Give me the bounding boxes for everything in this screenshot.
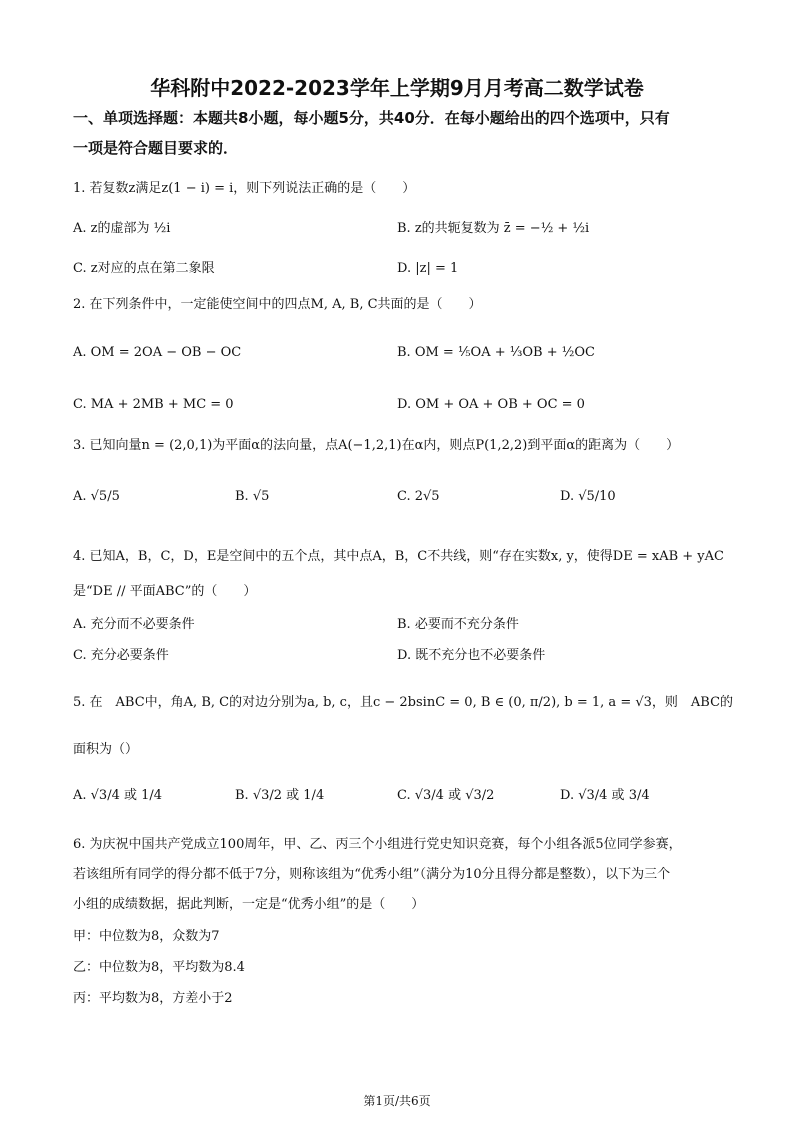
q4-stem-line2: 是“DE // 平面ABC”的（ ） [73,584,257,599]
q4-option-b: B. 必要而不充分条件 [397,617,519,632]
q2-option-a: A. OM = 2OA − OB − OC [73,345,242,360]
q6-stem-line1: 6. 为庆祝中国共产党成立100周年，甲、乙、丙三个小组进行党史知识竞赛，每个小组各派5位同学参赛， [73,837,682,852]
q6-group-jia: 甲：中位数为8，众数为7 [73,929,220,944]
page-title: 华科附中2022-2023学年上学期9月月考高二数学试卷 [150,76,644,100]
q2-option-d: D. OM + OA + OB + OC = 0 [397,397,585,412]
q5-stem-line1: 5. 在 ABC中，角A, B, C的对边分别为a, b, c，且c − 2bsinC = 0, B ∈ (0, π/2), b = 1, a = √3，则 ABC的 [73,695,734,710]
q1-option-a: A. z的虚部为 ½i [73,221,171,236]
q1-option-b: B. z的共轭复数为 z̄ = −½ + ½i [397,221,590,236]
q5-option-a: A. √3/4 或 1/4 [73,788,163,803]
q2-option-c: C. MA + 2MB + MC = 0 [73,397,234,412]
section-heading-line1: 一、单项选择题：本题共8小题，每小题5分，共40分．在每小题给出的四个选项中，只有 [73,109,670,127]
q3-stem: 3. 已知向量n = (2,0,1)为平面α的法向量，点A(−1,2,1)在α内，则点P(1,2,2)到平面α的距离为（ ） [73,438,680,453]
q2-option-b: B. OM = ⅕OA + ⅓OB + ½OC [397,345,595,360]
q3-option-b: B. √5 [235,489,270,504]
q5-option-b: B. √3/2 或 1/4 [235,788,325,803]
section-heading-line2: 一项是符合题目要求的． [73,139,239,157]
q3-option-d: D. √5/10 [560,489,616,504]
q5-option-c: C. √3/4 或 √3/2 [397,788,495,803]
page-number-footer: 第1页/共6页 [363,1094,431,1108]
q6-group-yi: 乙：中位数为8，平均数为8.4 [73,960,245,975]
q3-option-c: C. 2√5 [397,489,440,504]
q6-stem-line2: 若该组所有同学的得分都不低于7分，则称该组为“优秀小组”（满分为10分且得分都是整数），以下为三个 [73,867,671,882]
q1-option-c: C. z对应的点在第二象限 [73,261,215,276]
q5-stem-line2: 面积为（） [73,742,139,757]
q1-option-d: D. |z| = 1 [397,261,459,276]
q4-option-c: C. 充分必要条件 [73,648,169,663]
q2-stem: 2. 在下列条件中，一定能使空间中的四点M, A, B, C共面的是（ ） [73,297,482,312]
q1-stem: 1. 若复数z满足z(1 − i) = i，则下列说法正确的是（ ） [73,181,416,196]
q6-group-bing: 丙：平均数为8，方差小于2 [73,991,233,1006]
q3-option-a: A. √5/5 [73,489,120,504]
q6-stem-line3: 小组的成绩数据，据此判断，一定是“优秀小组”的是（ ） [73,897,425,912]
q4-option-d: D. 既不充分也不必要条件 [397,648,546,663]
q4-option-a: A. 充分而不必要条件 [73,617,195,632]
q5-option-d: D. √3/4 或 3/4 [560,788,650,803]
q4-stem-line1: 4. 已知A，B，C，D，E是空间中的五个点，其中点A，B，C不共线，则“存在实数x, y，使得DE = xAB + yAC [73,549,724,564]
